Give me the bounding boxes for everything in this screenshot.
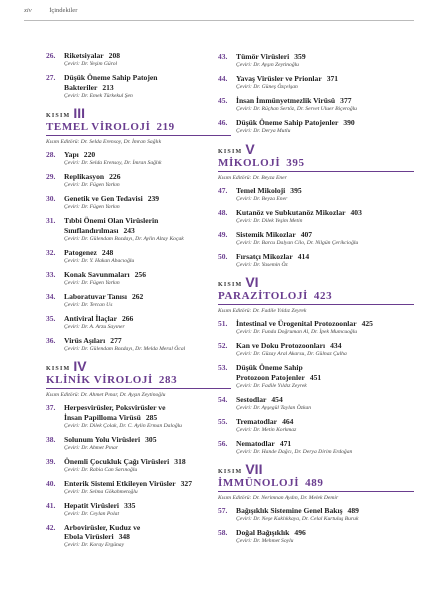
translator-line: Çeviri: Dr. Fügen Yarkın	[64, 204, 120, 211]
translator-line: Çeviri: Dr. Fügen Yarkın	[64, 182, 120, 189]
toc-entry[interactable]	[46, 73, 231, 100]
chapter-title-line: Laboratuvar Tanısı	[64, 291, 127, 301]
part-heading	[46, 359, 231, 398]
chapter-title	[64, 73, 231, 92]
chapter-page-number: 327	[180, 478, 192, 488]
part-page-number: 395	[286, 156, 305, 169]
chapter-number: 46.	[218, 118, 228, 127]
translator-line: Çeviri: Dr. Fadile Yıldız Zeyrek	[236, 382, 307, 389]
part-title-text: İMMÜNOLOJİ	[218, 477, 300, 490]
chapter-page-number: 496	[294, 528, 306, 538]
chapter-page-number: 451	[309, 372, 322, 382]
translator-line: Çeviri: Dr. Rüçhan Sertöz, Dr. Servet Uluer Biçeroğlu	[236, 106, 357, 113]
chapter-number: 39.	[46, 456, 56, 466]
translator-line: Çeviri: Dr. Metin Korkmaz	[236, 426, 297, 433]
chapter-title-line: Yapı	[64, 150, 79, 160]
chapter-page-number: 277	[110, 335, 122, 345]
translator-line: Çeviri: Dr. Ayşın Zeytinoğlu	[236, 62, 299, 69]
chapter-title	[64, 292, 231, 302]
translator-line: Çeviri: Dr. Mehmet Soylu	[236, 538, 294, 545]
part-page-number: 283	[158, 374, 178, 387]
chapter-page-number: 348	[118, 532, 130, 542]
part-editors: Kısım Editörü: Dr. Selda Erensoy, Dr. İmran Sağlık	[46, 139, 162, 146]
chapter-title	[236, 363, 414, 382]
translator-line: Çeviri: Dr. Beyza Ener	[236, 195, 288, 202]
chapter-page-number: 243	[123, 225, 135, 235]
part-title[interactable]	[46, 121, 231, 133]
part-editors: Kısım Editörü: Dr. Fadile Yıldız Zeyrek	[218, 308, 307, 314]
chapter-number: 45.	[218, 96, 228, 105]
translator-line: Çeviri: Dr. Derya Mutlu	[236, 128, 291, 135]
toc-entry[interactable]	[218, 230, 414, 248]
chapter-number: 42.	[46, 522, 56, 532]
chapter-title-line: Sistemik Mikozlar	[236, 229, 296, 239]
chapter-title	[64, 403, 231, 422]
chapter-title	[64, 150, 231, 160]
chapter-title	[236, 528, 414, 538]
toc-entry[interactable]	[218, 186, 414, 204]
chapter-title-line: Virüs Aşıları	[64, 335, 106, 345]
chapter-page-number: 285	[145, 412, 158, 422]
chapter-page-number: 239	[147, 194, 160, 204]
chapter-number: 27.	[46, 73, 56, 82]
chapter-page-number: 414	[297, 251, 310, 261]
chapter-number: 44.	[218, 74, 228, 83]
translator-line: Çeviri: Dr. Rabia Can Sarınoğlu	[64, 466, 138, 473]
chapter-title	[64, 457, 231, 467]
toc-entry[interactable]	[46, 150, 231, 168]
chapter-title-line: Solunum Yolu Virüsleri	[64, 434, 141, 444]
chapter-number: 48.	[218, 207, 228, 217]
chapter-number: 34.	[46, 291, 56, 301]
chapter-title	[64, 501, 231, 511]
chapter-title-line: Replikasyon	[64, 172, 105, 182]
chapter-title-line: Riketsiyalar	[64, 51, 104, 60]
chapter-title-line: Tümör Virüsleri	[236, 52, 290, 61]
part-roman-numeral: III	[73, 105, 86, 122]
chapter-title-line: İnsan Papilloma Virüsü	[64, 412, 141, 422]
chapter-title	[236, 96, 414, 106]
page-header	[24, 7, 414, 21]
chapter-title	[236, 208, 414, 218]
chapter-number: 58.	[218, 528, 228, 538]
chapter-page-number: 318	[174, 456, 186, 466]
toc-entry[interactable]	[46, 457, 231, 475]
part-roman-numeral: VII	[245, 461, 263, 478]
chapter-number: 53.	[218, 363, 228, 372]
part-divider	[218, 171, 414, 172]
part-title-text: TEMEL VİROLOJİ	[46, 121, 151, 134]
chapter-page-number: 335	[124, 500, 136, 510]
chapter-number: 35.	[46, 313, 56, 323]
part-heading	[218, 462, 414, 501]
toc-entry[interactable]	[218, 52, 414, 70]
chapter-title-line: Fırsatçı Mikozlar	[236, 251, 293, 261]
chapter-title-line: Sestodlar	[236, 394, 267, 404]
toc-entry[interactable]	[46, 403, 231, 430]
translator-line: Çeviri: Dr. Güneş Özçelşan	[236, 84, 298, 91]
part-label	[46, 106, 231, 120]
toc-entry[interactable]	[46, 314, 231, 332]
translator-line: Çeviri: Dr. Gülendam Bozdayı, Dr. Aylin Altay Koçak	[64, 235, 184, 242]
toc-entry[interactable]	[46, 336, 231, 354]
part-label	[218, 142, 414, 156]
chapter-title-line: İnsan İmmünyetmezlik Virüsü	[236, 96, 336, 105]
chapter-number: 28.	[46, 150, 56, 160]
part-title[interactable]	[218, 290, 414, 302]
toc-entry[interactable]	[218, 74, 414, 92]
toc-entry[interactable]	[46, 172, 231, 190]
chapter-number: 33.	[46, 269, 56, 279]
chapter-title-line: Trematodlar	[236, 416, 278, 426]
chapter-title	[236, 52, 414, 62]
chapter-number: 30.	[46, 194, 56, 204]
toc-left-column	[46, 51, 231, 554]
toc-entry[interactable]	[218, 506, 414, 524]
toc-entry[interactable]	[46, 51, 231, 69]
chapter-page-number: 371	[326, 74, 339, 83]
translator-line: Çeviri: Dr. Fügen Yarkın	[64, 279, 120, 286]
chapter-page-number: 425	[361, 319, 373, 328]
toc-entry[interactable]	[218, 208, 414, 226]
chapter-page-number: 266	[121, 313, 134, 323]
chapter-page-number: 213	[102, 82, 114, 92]
part-title[interactable]	[218, 157, 414, 169]
chapter-title	[236, 439, 414, 449]
chapter-title	[64, 172, 231, 182]
chapter-title-line: Herpesvirüsler, Poksvirüsler ve	[64, 403, 166, 413]
header-title: İçindekiler	[49, 7, 78, 14]
part-kisim-label: KISIM	[46, 366, 71, 373]
chapter-title-line: İntestinal ve Ürogenital Protozoonlar	[236, 319, 357, 328]
chapter-number: 50.	[218, 251, 228, 261]
translator-line: Çeviri: Dr. Funda Doğruman Al, Dr. İpek Mumcuoğlu	[236, 329, 358, 336]
chapter-title-line: Temel Mikoloji	[236, 185, 286, 195]
translator-line: Çeviri: Dr. Yasemin Öz	[236, 261, 288, 268]
chapter-page-number: 464	[282, 416, 294, 426]
chapter-title-line: Düşük Öneme Sahip Patojenler	[236, 118, 339, 127]
chapter-title	[64, 248, 231, 258]
chapter-title	[236, 417, 414, 427]
part-heading	[46, 106, 231, 145]
part-kisim-label: KISIM	[46, 113, 71, 120]
chapter-page-number: 256	[134, 269, 147, 279]
chapter-title-line: Düşük Öneme Sahip Patojen	[64, 73, 158, 82]
chapter-title	[236, 506, 414, 516]
part-roman-numeral: VI	[245, 274, 259, 290]
translator-line: Çeviri: Dr. Güzay Aral Akarsu, Dr. Gülnaz Çulha	[236, 351, 347, 358]
chapter-title	[64, 194, 231, 204]
chapter-page-number: 395	[290, 185, 302, 195]
translator-line: Çeviri: Dr. Ayşegül Taylan Özkan	[236, 404, 312, 411]
chapter-page-number: 377	[340, 96, 352, 105]
toc-right-column	[218, 52, 414, 550]
chapter-title-line: Önemli Çocukluk Çağı Virüsleri	[64, 456, 170, 466]
translator-line: Çeviri: Dr. Selma Gökahmetoğlu	[64, 488, 138, 495]
chapter-title	[236, 186, 414, 196]
chapter-page-number: 434	[330, 341, 342, 350]
part-editors: Kısım Editörü: Dr. Beyza Ener	[218, 174, 287, 181]
part-label	[218, 462, 414, 476]
part-roman-numeral: IV	[73, 358, 87, 375]
chapter-number: 32.	[46, 247, 56, 257]
chapter-page-number: 305	[145, 434, 157, 444]
part-editors: Kısım Editörü: Dr. Ahmet Pınar, Dr. Ayşın Zeytinoğlu	[46, 392, 166, 399]
chapter-number: 57.	[218, 506, 228, 516]
toc-entry[interactable]	[46, 216, 231, 243]
chapter-title-line: Arbovirüsler, Kuduz ve	[64, 522, 141, 532]
chapter-title	[236, 118, 414, 128]
translator-line: Çeviri: Dr. Emek Türkekul Şen	[64, 92, 133, 99]
chapter-number: 26.	[46, 51, 56, 60]
toc-entry[interactable]	[218, 252, 414, 270]
chapter-number: 36.	[46, 335, 56, 345]
chapter-page-number: 390	[343, 118, 355, 127]
chapter-title	[236, 341, 414, 351]
translator-line: Çeviri: Dr. Dilek Çolak, Dr. C. Aylin Erman Daloğlu	[64, 422, 182, 429]
translator-line: Çeviri: Dr. Tercan Us	[64, 301, 113, 308]
chapter-title	[236, 252, 414, 262]
translator-line: Çeviri: Dr. A. Arzu Sayıner	[64, 323, 125, 330]
chapter-page-number: 403	[350, 207, 362, 217]
chapter-page-number: 220	[83, 150, 96, 160]
chapter-number: 56.	[218, 438, 228, 448]
chapter-number: 40.	[46, 478, 56, 488]
chapter-number: 38.	[46, 434, 56, 444]
part-divider	[46, 135, 231, 136]
toc-entry[interactable]	[46, 270, 231, 288]
chapter-title	[64, 270, 231, 280]
chapter-title-line: Kan ve Doku Protozoonları	[236, 341, 326, 350]
chapter-page-number: 407	[300, 229, 313, 239]
part-label	[46, 359, 231, 373]
part-divider	[46, 388, 231, 389]
chapter-title-line: Tıbbi Önemi Olan Virüslerin	[64, 216, 159, 226]
chapter-page-number: 262	[131, 291, 144, 301]
chapter-title	[236, 230, 414, 240]
chapter-number: 49.	[218, 229, 228, 239]
translator-line: Çeviri: Dr. Selda Erensoy, Dr. İmran Sağlık	[64, 160, 162, 167]
part-kisim-label: KISIM	[218, 148, 243, 155]
chapter-title-line: Ebola Virüsleri	[64, 532, 114, 542]
chapter-title-line: Protozoon Patojenler	[236, 372, 305, 382]
chapter-number: 52.	[218, 341, 228, 350]
part-page-number: 489	[305, 477, 324, 490]
chapter-title	[64, 216, 231, 235]
chapter-title	[64, 336, 231, 346]
chapter-title-line: Patogenez	[64, 247, 97, 257]
chapter-title	[64, 435, 231, 445]
toc-entry[interactable]	[218, 395, 414, 413]
chapter-page-number: 226	[109, 172, 121, 182]
chapter-title-line: Kutanöz ve Subkutanöz Mikozlar	[236, 207, 346, 217]
chapter-title-line: Doğal Bağışıklık	[236, 528, 290, 538]
part-editors: Kısım Editörü: Dr. Nerimnan Aydın, Dr. Melek Demir	[218, 495, 339, 502]
chapter-title-line: Bağışıklık Sistemine Genel Bakış	[236, 506, 343, 516]
part-title-text: MİKOLOJİ	[218, 156, 281, 169]
translator-line: Çeviri: Dr. Ceylan Polat	[64, 510, 119, 517]
chapter-title	[236, 395, 414, 405]
translator-line: Çeviri: Dr. Koray Ergünay	[64, 542, 125, 549]
toc-entry[interactable]	[218, 319, 414, 337]
toc-entry[interactable]	[46, 248, 231, 266]
part-divider	[218, 304, 414, 305]
chapter-title-line: Konak Savunmaları	[64, 269, 130, 279]
part-title-text: KLİNİK VİROLOJİ	[46, 374, 153, 387]
part-kisim-label: KISIM	[218, 282, 243, 288]
toc-entry[interactable]	[218, 341, 414, 359]
chapter-number: 55.	[218, 416, 228, 426]
chapter-page-number: 489	[347, 506, 359, 516]
toc-entry[interactable]	[218, 118, 414, 136]
chapter-title-line: Nematodlar	[236, 438, 275, 448]
part-page-number: 423	[313, 290, 333, 302]
header-divider	[24, 20, 414, 21]
part-kisim-label: KISIM	[218, 469, 243, 476]
chapter-page-number: 359	[294, 52, 306, 61]
translator-line: Çeviri: Dr. Barcu Dalyan Cilo, Dr. Nilgün Çerikcioğlu	[236, 239, 359, 246]
page-number: xiv	[24, 7, 32, 14]
part-title-text: PARAZİTOLOJİ	[218, 290, 308, 302]
chapter-title	[64, 523, 231, 542]
chapter-title-line: Bakteriler	[64, 82, 98, 92]
chapter-number: 41.	[46, 500, 56, 510]
chapter-title-line: Düşük Öneme Sahip	[236, 363, 303, 372]
translator-line: Çeviri: Dr. Hande Dağcı, Dr. Derya Dirim Erdoğan	[236, 448, 353, 455]
toc-entry[interactable]	[46, 194, 231, 212]
chapter-page-number: 454	[271, 394, 283, 404]
translator-line: Çeviri: Dr. Neşe Kaklıkkaya, Dr. Celal Kurtuluş Buruk	[236, 516, 359, 523]
chapter-title-line: Antiviral İlaçlar	[64, 313, 117, 323]
part-heading	[218, 142, 414, 181]
part-heading	[218, 275, 414, 314]
toc-entry[interactable]	[46, 523, 231, 550]
chapter-title	[64, 51, 231, 61]
chapter-title-line: Enterik Sistemi Etkileyen Virüsler	[64, 478, 176, 488]
translator-line: Çeviri: Dr. Y. Hakan Abacıoğlu	[64, 257, 135, 264]
part-page-number: 219	[156, 121, 175, 134]
chapter-number: 31.	[46, 216, 56, 226]
part-label	[218, 275, 414, 289]
chapter-title	[236, 74, 414, 84]
translator-line: Çeviri: Dr. Yeşim Gürol	[64, 61, 118, 68]
chapter-title-line: Yavaş Virüsler ve Prionlar	[236, 74, 322, 83]
chapter-title	[236, 319, 414, 329]
toc-entry[interactable]	[46, 292, 231, 310]
translator-line: Çeviri: Dr. Ahmet Pınar	[64, 444, 118, 451]
part-roman-numeral: V	[245, 140, 255, 157]
toc-entry[interactable]	[218, 528, 414, 546]
chapter-number: 43.	[218, 52, 228, 61]
toc-entry[interactable]	[218, 417, 414, 435]
chapter-title-line: Sınıflandırılması	[64, 225, 119, 235]
chapter-title	[64, 314, 231, 324]
translator-line: Çeviri: Dr. Gülendam Bozdayı, Dr. Melda Meral Öcal	[64, 345, 186, 352]
chapter-number: 51.	[218, 319, 228, 328]
chapter-page-number: 471	[279, 438, 292, 448]
toc-entry[interactable]	[46, 479, 231, 497]
part-divider	[218, 491, 414, 492]
chapter-page-number: 248	[101, 247, 114, 257]
toc-entry[interactable]	[218, 439, 414, 457]
chapter-number: 29.	[46, 172, 56, 182]
chapter-number: 37.	[46, 403, 56, 413]
toc-entry[interactable]	[218, 96, 414, 114]
chapter-title-line: Genetik ve Gen Tedavisi	[64, 194, 143, 204]
toc-entry[interactable]	[218, 363, 414, 390]
toc-entry[interactable]	[46, 435, 231, 453]
chapter-title-line: Hepatit Virüsleri	[64, 500, 120, 510]
translator-line: Çeviri: Dr. Dilek Yeşim Metin	[236, 217, 303, 224]
part-title[interactable]	[218, 477, 414, 489]
chapter-title	[64, 479, 231, 489]
chapter-number: 54.	[218, 394, 228, 404]
part-title[interactable]	[46, 374, 231, 386]
toc-entry[interactable]	[46, 501, 231, 519]
chapter-page-number: 208	[108, 51, 121, 60]
chapter-number: 47.	[218, 185, 228, 195]
